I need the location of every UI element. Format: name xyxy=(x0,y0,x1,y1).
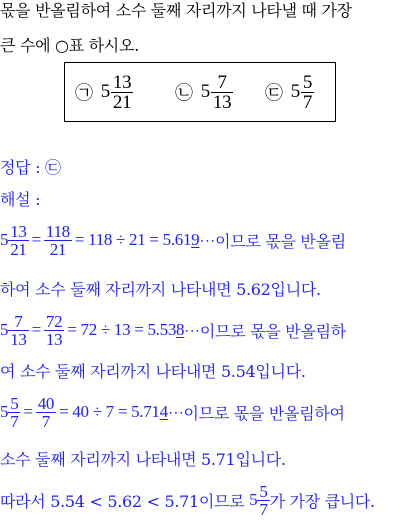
conclusion-prefix: 따라서 5.54 < 5.62 < 5.71이므로 xyxy=(0,491,250,511)
denominator: 21 xyxy=(112,91,132,113)
option-marker: ㉡ xyxy=(175,83,193,104)
step-tail: ⋯이므로 몫을 반올림하여 xyxy=(167,403,345,423)
denominator: 7 xyxy=(259,499,268,519)
mixed-whole: 5 xyxy=(0,402,9,421)
denominator: 21 xyxy=(10,239,27,259)
mixed-whole: 5 xyxy=(200,81,210,102)
division-expression: = 118 ÷ 21 = 5.61 xyxy=(74,230,192,249)
denominator: 7 xyxy=(41,411,50,431)
numerator: 13 xyxy=(10,221,27,241)
numerator: 72 xyxy=(45,311,63,331)
improper-fraction xyxy=(36,395,56,430)
denominator: 7 xyxy=(302,91,313,113)
fraction xyxy=(301,73,314,112)
explanation-step-2-continuation: 여 소수 둘째 자리까지 나타내면 5.54입니다. xyxy=(0,362,306,381)
rounding-digit: 9 xyxy=(191,230,200,249)
explanation-label: 해설 : xyxy=(0,190,41,209)
conclusion-suffix: 가 가장 큽니다. xyxy=(269,491,375,511)
mixed-whole: 5 xyxy=(100,81,110,102)
fraction xyxy=(111,73,133,112)
numerator: 13 xyxy=(112,71,132,93)
explanation-step-1 xyxy=(0,218,400,262)
fraction xyxy=(8,395,20,430)
step-tail: ⋯이므로 몫을 반올림 xyxy=(199,231,346,251)
fraction xyxy=(257,483,269,518)
option-c xyxy=(265,63,314,121)
numerator: 5 xyxy=(259,481,268,501)
improper-fraction xyxy=(44,313,64,348)
numerator: 5 xyxy=(302,71,313,93)
conclusion-line xyxy=(0,480,400,520)
options-box xyxy=(64,62,336,122)
equals-sign: = xyxy=(31,320,41,339)
fraction xyxy=(8,313,28,348)
option-marker: ㉠ xyxy=(75,83,93,104)
mixed-whole: 5 xyxy=(0,230,9,249)
denominator: 7 xyxy=(10,411,19,431)
explanation-step-2 xyxy=(0,308,400,352)
denominator: 13 xyxy=(212,91,232,113)
denominator: 13 xyxy=(45,329,63,349)
mixed-whole: 5 xyxy=(0,320,9,339)
mixed-whole: 5 xyxy=(290,81,300,102)
rounding-digit: 4 xyxy=(159,402,168,421)
mixed-whole: 5 xyxy=(249,490,258,509)
numerator: 118 xyxy=(45,221,70,241)
numerator: 5 xyxy=(10,393,19,413)
question-line-2: 큰 수에 ○표 하시오. xyxy=(0,36,139,55)
equals-sign: = xyxy=(23,402,33,421)
explanation-step-1-continuation: 하여 소수 둘째 자리까지 나타내면 5.62입니다. xyxy=(0,280,321,299)
option-b xyxy=(175,63,233,121)
equals-sign: = xyxy=(31,230,41,249)
fraction xyxy=(8,223,28,258)
step-tail: ⋯이므로 몫을 반올림하 xyxy=(184,321,346,341)
explanation-step-3 xyxy=(0,390,400,434)
numerator: 7 xyxy=(211,73,233,93)
answer-line xyxy=(0,157,400,179)
option-marker: ㉢ xyxy=(265,83,283,104)
denominator: 13 xyxy=(10,329,27,349)
answer-label: 정답 : xyxy=(0,158,45,177)
numerator: 7 xyxy=(8,313,28,331)
fraction xyxy=(211,73,233,112)
numerator: 40 xyxy=(37,393,55,413)
rounding-digit: 8 xyxy=(176,320,185,339)
question-line-1: 몫을 반올림하여 소수 둘째 자리까지 나타낼 때 가장 xyxy=(0,1,352,20)
denominator: 21 xyxy=(49,239,67,259)
explanation-step-3-continuation: 소수 둘째 자리까지 나타내면 5.71입니다. xyxy=(0,450,286,469)
division-expression: = 40 ÷ 7 = 5.71 xyxy=(59,402,160,421)
option-a xyxy=(75,63,133,121)
improper-fraction xyxy=(44,223,72,258)
division-expression: = 72 ÷ 13 = 5.53 xyxy=(67,320,177,339)
answer-value: ㉢ xyxy=(44,158,61,177)
